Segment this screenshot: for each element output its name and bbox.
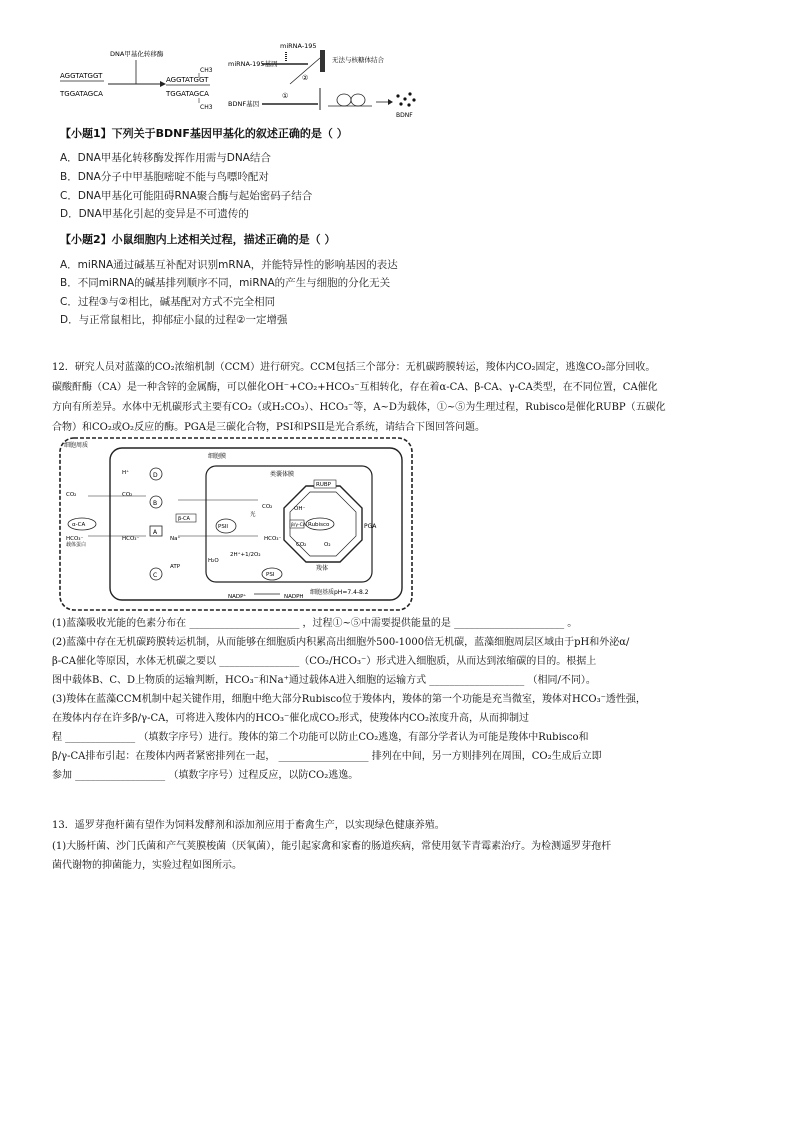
methyl-bottom: CH3 [200,104,213,111]
q12-part3-line4: β/γ-CA排布引起：在羧体内两者紧密排列在一起， __________________ 排列在中间，另一方则排列在周围，CO₂生成后立即 [52,751,602,762]
strand-bottom-left: TGGATAGCA [60,90,103,98]
subq2-title: 【小题2】小鼠细胞内上述相关过程，描述正确的是（ ） [60,233,336,246]
bdnf-gene-label: BDNF基因 [228,100,260,108]
subq2-option-a: A．miRNA通过碱基互补配对识别mRNA，并能特异性的影响基因的表达 [60,259,398,271]
q12-part3-line1: (3)羧体在蓝藻CCM机制中起关键作用，细胞中绝大部分Rubisco位于羧体内，羧体的第一个功能是充当微室，羧体对HCO₃⁻透性强， [52,694,646,705]
carrier-protein-label: 载体蛋白 [66,542,87,548]
q12-line-2: 碳酸酐酶（CA）是一种含锌的金属酶，可以催化OH⁻+CO₂+HCO₃⁻互相转化，存在着α-CA、β-CA、γ-CA类型，在不同位置，CA催化 [52,382,658,393]
subq2-option-d: D．与正常鼠相比，抑郁症小鼠的过程②一定增强 [60,314,288,326]
q12-part3-line3: 程 ______________ （填数字序号）进行。羧体的第二个功能可以防止CO₂逃逸，有部分学者认为可能是羧体中Rubisco和 [52,732,589,743]
q12-part2-line2: β-CA催化等原因，水体无机碳之要以 ________________（CO₂/HCO₃⁻）形式进入细胞质，从而达到浓缩碳的目的。根据上 [52,656,597,667]
carrier-d-label: D [153,472,158,479]
q12-part3-line5: 参加 __________________ （填数字序号）过程反应，以防CO₂逃逸。 [52,770,359,781]
atp-label: ATP [170,564,181,570]
ribosome-note: 无法与核糖体结合 [332,56,384,64]
ribosome-icon [328,94,372,106]
mrna-block [320,50,325,72]
ccm-diagram [58,436,414,612]
strand-top-right: AGGTATGGT [166,76,209,84]
psii-label: PSII [218,524,229,530]
na-label: Na⁺ [170,536,181,542]
light-label: 光 [250,512,256,518]
ph-label: 细胞基质pH=7.4-8.2 [310,589,369,596]
subq2-option-b: B．不同miRNA的碱基排列顺序不同，miRNA的产生与细胞的分化无关 [60,277,391,289]
co2-inside: CO₂ [122,492,133,498]
q12-line-4: 合物）和CO₂或O₂反应的酶。PGA是三碳化合物，PSI和PSII是光合系统，请结合下图回答问题。 [52,422,486,433]
hco3-cyto: HCO₃⁻ [264,536,282,542]
rubisco-label: Rubisco [308,522,330,528]
dna-left-strands [59,72,104,98]
q12-part1: (1)蓝藻吸收光能的色素分布在 ______________________ ，过程①~⑤中需要提供能量的是 ______________________ 。 [52,618,578,629]
oh-carbox: OH⁻ [294,506,306,512]
q12-part2-line1: (2)蓝藻中存在无机碳跨膜转运机制，从而能够在细胞质内积累高出细胞外500-1000倍无机碳，蓝藻细胞周层区域由于pH和外泌α/ [52,637,630,648]
nadph-label: NADPH [284,594,304,600]
carboxysome-label: 羧体 [316,565,329,572]
h-label: H⁺ [122,470,130,476]
mirna-label: miRNA-195 [280,42,317,50]
alpha-ca-label: α-CA [72,522,86,528]
membrane-label: 细胞膜 [208,453,227,460]
q12-part2-line3: 图中载体B、C、D上物质的运输判断，HCO₃⁻和Na⁺通过载体A进入细胞的运输方式 ___________________ （相同/不同）。 [52,675,596,686]
co2-carbox: CO₂ [296,542,307,548]
water-split: 2H⁺+1/2O₂ [230,552,261,558]
nadp-label: NADP⁺ [228,594,247,600]
pga-label: PGA [364,523,377,530]
subq2-option-c: C．过程③与②相比，碱基配对方式不完全相同 [60,296,276,308]
gamma-ca-label: β/γ-CA [291,523,306,528]
beta-ca-label: β-CA [178,516,190,522]
o2-carbox: O₂ [324,542,331,548]
subq1-option-b: B．DNA分子中甲基胞嘧啶不能与鸟嘌呤配对 [60,171,269,183]
step-1-marker: ① [282,92,289,100]
q12-line-3: 方向有所差异。水体中无机碳形式主要有CO₂（或H₂CO₃）、HCO₃⁻等，A~D为载体，①~⑤为生理过程，Rubisco是催化RUBP（五碳化 [52,402,666,413]
bdnf-protein-dots [396,92,415,106]
q13-line-3: 菌代谢物的抑菌能力，实验过程如图所示。 [52,860,242,871]
subq1-title: 【小题1】下列关于BDNF基因甲基化的叙述正确的是（ ） [60,127,348,140]
subq1-option-d: D．DNA甲基化引起的变异是不可遗传的 [60,208,249,220]
q12-part3-line2: 在羧体内存在许多β/γ-CA，可将进入羧体内的HCO₃⁻催化成CO₂形式，使羧体内CO₂浓度升高，从而抑制过 [52,713,529,724]
carrier-c-label: C [153,572,158,579]
co2-cyto: CO₂ [262,504,273,510]
carrier-b-label: B [153,500,158,507]
mirna-gene-label: miRNA-195基因 [228,60,278,68]
hco3-outside: HCO₃⁻ [66,536,84,542]
q13-line-2: (1)大肠杆菌、沙门氏菌和产气荚膜梭菌（厌氧菌），能引起家禽和家畜的肠道疾病，常使用氨苄青霉素治疗。为检测遥罗芽孢杆 [52,841,612,852]
methylation-diagram [58,38,418,120]
strand-top-left: AGGTATGGT [60,72,103,80]
methyl-top: CH3 [200,67,213,74]
hco3-inside: HCO₃⁻ [122,536,140,542]
subq1-option-a: A．DNA甲基化转移酶发挥作用需与DNA结合 [60,152,271,164]
step-2-marker: ② [302,74,309,82]
h2o-label: H₂O [208,558,219,564]
periplasm-label: 细胞周质 [64,442,89,449]
dna-right-strands [165,67,213,111]
thylakoid-label: 类囊体膜 [270,471,295,478]
psi-label: PSI [266,572,275,578]
q13-line-1: 13．遥罗芽孢杆菌有望作为饲料发酵剂和添加剂应用于畜禽生产，以实现绿色健康养殖。 [52,820,445,831]
subq1-option-c: C．DNA甲基化可能阻碍RNA聚合酶与起始密码子结合 [60,190,313,202]
q12-line-1: 12．研究人员对蓝藻的CO₂浓缩机制（CCM）进行研究。CCM包括三个部分：无机碳跨膜转运，羧体内CO₂固定，逃逸CO₂部分回收。 [52,362,656,373]
bdnf-product-label: BDNF [396,112,413,119]
carrier-a-label: A [153,529,158,536]
enzyme-label: DNA甲基化转移酶 [110,50,164,58]
co2-outside: CO₂ [66,492,77,498]
rubp-label: RUBP [316,482,331,488]
strand-bottom-right: TGGATAGCA [166,90,209,98]
